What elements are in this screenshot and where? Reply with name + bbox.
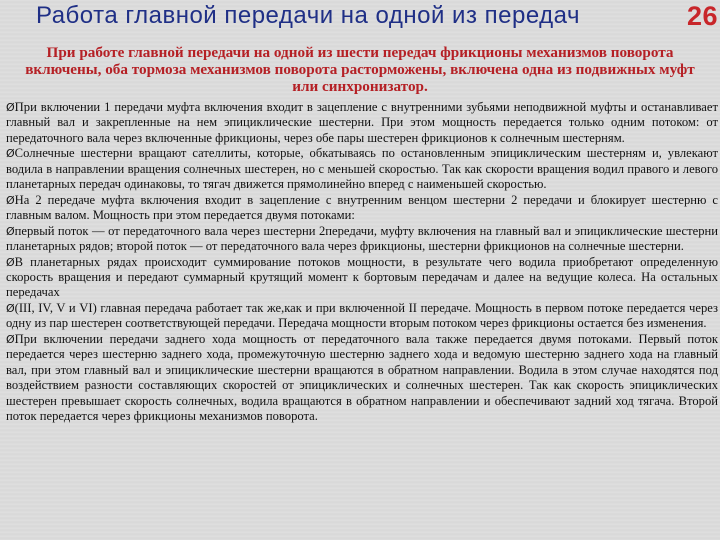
bullet-arrow-icon: Ø — [6, 332, 15, 346]
paragraph — [6, 301, 718, 332]
slide-title — [36, 2, 720, 36]
paragraph-text: В планетарных рядах происходит суммирование потоков мощности, в результате чего водила приобретают определенную скорость вращения и передают суммарный крутящий момент к бортовым передачам и далее на ведущие колеса. На остальных передачах — [6, 254, 718, 300]
paragraph — [6, 193, 718, 224]
paragraph — [6, 255, 718, 301]
paragraph-text: Солнечные шестерни вращают сателлиты, которые, обкатываясь по остановленным эпициклическим шестерням и, увлекают водила в направлении вращения солнечных шестерен, но с меньшей скоростью. Так как скорости вращения водил правого и левого планетарных передач одинаковы, то тягач движется прямолинейно вперед с наименьшей скоростью. — [6, 146, 718, 192]
slide-subtitle: При работе главной передачи на одной из шести передач фрикционы механизмов поворота включены, оба тормоза механизмов поворота расторможены, включена одна из подвижных муфт или синхронизатор. — [25, 44, 695, 95]
bullet-arrow-icon: Ø — [6, 255, 15, 269]
title-text: Работа главной передачи на одной из передач — [36, 2, 580, 29]
paragraph-text: При включении передачи заднего хода мощность от передаточного вала также передается двумя потоками. Первый поток передается через шестерню заднего хода, промежуточную шестерню заднего хода и ведомую шестерню заднего хода на главный вал, при этом главный вал и эпициклические шестерни вращаются в обратном направлении. Водила в этом случае находятся под воздействием разности составляющих скоростей от эпициклических и солнечных шестерен. Так как скорость эпициклических шестерен превышает скорость солнечных, водила вращаются в обратном направлении и обеспечивают задний ход тягача. Второй поток передается через фрикционы механизмов поворота. — [6, 331, 718, 424]
paragraph-text: При включении 1 передачи муфта включения входит в зацепление с внутренними зубьями неподвижной муфты и останавливает главный вал и закрепленные на нем эпициклические шестерни. При этом мощность передается только одним потоком: от передаточного вала через включенные фрикционы, через обе пары шестерен фрикционов к солнечным шестерням. — [6, 100, 718, 145]
paragraph-text: (III, IV, V и VI) главная передача работает так же,как и при включенной II передаче. Мощность в первом потоке передается через одну из пар шестерен соответствующей передачи. Передача мощности вторым потоком через фрикционы остается без изменения. — [6, 300, 718, 331]
paragraph — [6, 332, 718, 425]
bullet-arrow-icon: Ø — [6, 101, 15, 114]
bullet-arrow-icon: Ø — [6, 147, 15, 161]
paragraph-text: На 2 передаче муфта включения входит в зацепление с внутренним венцом шестерни 2 передачи и блокирует шестерню с главным валом. Мощность при этом передается двумя потоками: — [6, 192, 718, 223]
bullet-arrow-icon: Ø — [6, 224, 15, 238]
paragraph — [6, 224, 718, 255]
paragraph-text: первый поток — от передаточного вала через шестерни 2передачи, муфту включения на главный вал и эпициклические шестерни планетарных рядов; второй поток — от передаточного вала через фрикционы, шестерни фрикционов на солнечные шестерни. — [6, 223, 718, 254]
bullet-arrow-icon: Ø — [6, 301, 15, 315]
paragraph — [6, 146, 718, 192]
bullet-arrow-icon: Ø — [6, 193, 15, 207]
slide-body — [6, 100, 718, 425]
paragraph — [6, 100, 718, 146]
page-number: 26 — [686, 1, 718, 31]
